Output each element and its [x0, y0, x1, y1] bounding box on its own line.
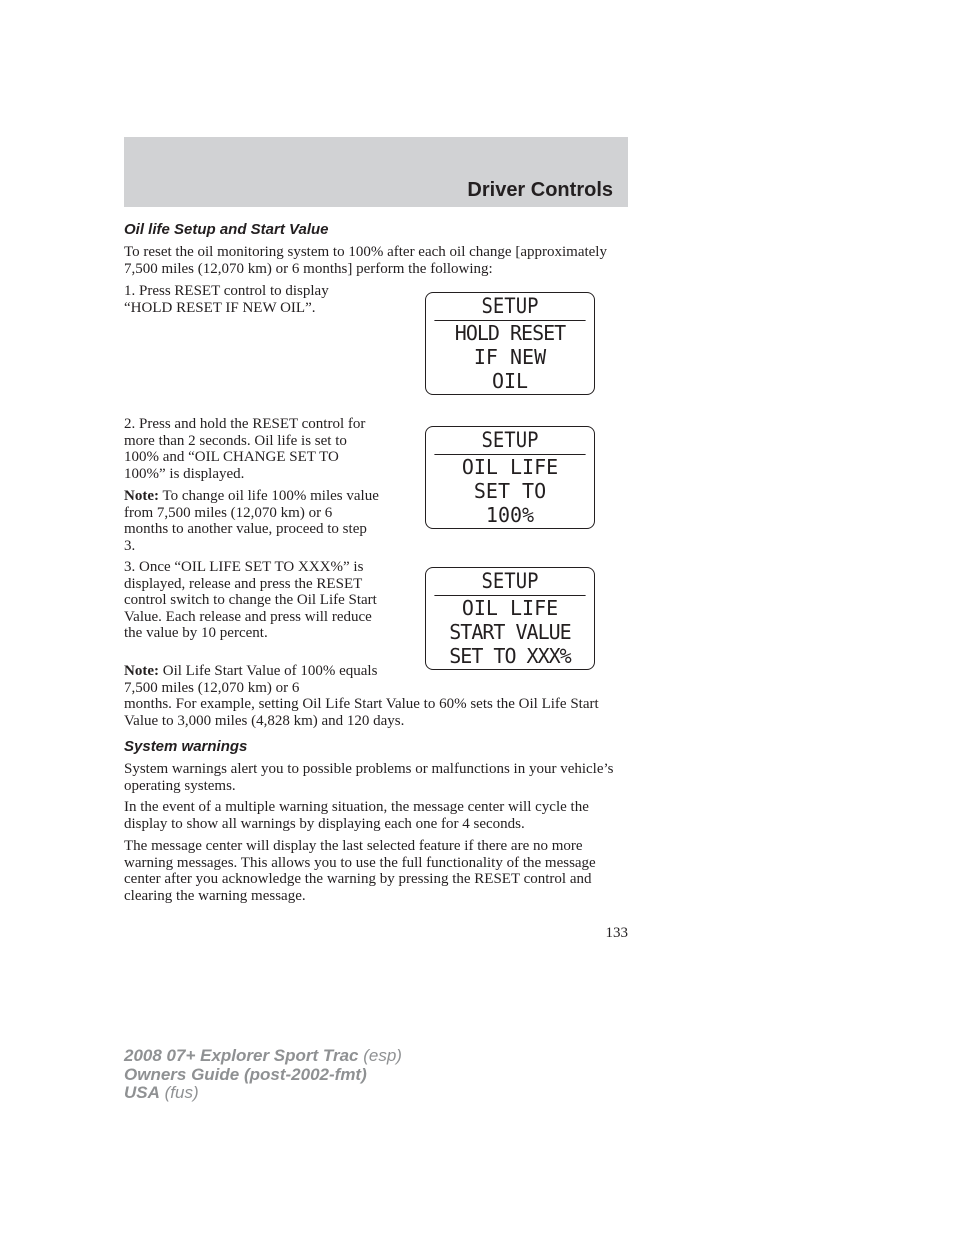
display-line: START VALUE: [449, 620, 571, 644]
note-2-label: Note:: [124, 663, 159, 679]
warnings-paragraph-1: System warnings alert you to possible problems or malfunctions in your vehicle’s operating systems.: [124, 761, 614, 794]
note-2-text: Oil Life Start Value of 100% equals 7,500 miles (12,070 km) or 6: [124, 663, 378, 696]
display-start-value: [425, 567, 595, 670]
display-hold-reset: [425, 292, 595, 395]
display-line: SET TO: [473, 479, 547, 503]
display-oil-life-100: [425, 426, 595, 529]
display-line: OIL LIFE: [461, 596, 559, 620]
footer-doc-id: [124, 1047, 402, 1103]
display-line: 100%: [485, 503, 535, 527]
display-line: OIL LIFE: [461, 455, 559, 479]
display-line: HOLD RESET: [454, 321, 566, 345]
warnings-paragraph-3: The message center will display the last selected feature if there are no more warning messages. This allows you to use the full functionality of the message center after you acknowledge the warning by pressing the RESET control and clearing the warning message.: [124, 838, 596, 904]
page-number: 133: [605, 925, 628, 941]
display-line: SET TO XXX%: [449, 644, 571, 668]
warnings-paragraph-2: In the event of a multiple warning situation, the message center will cycle the display to show all warnings by displaying each one for 4 seconds.: [124, 799, 589, 832]
note-2-continued: months. For example, setting Oil Life Start Value to 60% sets the Oil Life Start Value to 3,000 miles (4,828 km) and 120 days.: [124, 696, 599, 729]
footer-model-code: (esp): [358, 1046, 402, 1065]
header-band: [124, 137, 628, 207]
intro-paragraph: To reset the oil monitoring system to 100% after each oil change [approximately 7,500 miles (12,070 km) or 6 months] perform the following:: [124, 244, 607, 277]
note-2: [124, 663, 379, 696]
note-1-text: To change oil life 100% miles value from 7,500 miles (12,070 km) or 6 months to another value, proceed to step 3.: [124, 488, 379, 554]
heading-system-warnings: System warnings: [124, 738, 248, 755]
step-3: 3. Once “OIL LIFE SET TO XXX%” is displayed, release and press the RESET control switch to change the Oil Life Start Value. Each release and press will reduce the value by 10 percent.: [124, 559, 377, 642]
step-1: 1. Press RESET control to display “HOLD RESET IF NEW OIL”.: [124, 283, 329, 316]
heading-oil-life-setup: Oil life Setup and Start Value: [124, 221, 329, 238]
footer-model: 2008 07+ Explorer Sport Trac: [124, 1046, 359, 1065]
display-line: OIL: [491, 369, 529, 393]
section-title: Driver Controls: [467, 179, 613, 201]
note-1-label: Note:: [124, 488, 159, 504]
display-line: IF NEW: [473, 345, 547, 369]
note-1: [124, 488, 379, 554]
footer-market: USA: [124, 1083, 160, 1102]
display-header: SETUP: [434, 293, 585, 321]
step-2: 2. Press and hold the RESET control for more than 2 seconds. Oil life is set to 100% and “OIL CHANGE SET TO 100%” is displayed.: [124, 416, 366, 482]
display-header: SETUP: [434, 568, 585, 596]
footer-market-code: (fus): [159, 1083, 199, 1102]
display-header: SETUP: [434, 427, 585, 455]
footer-guide: Owners Guide (post-2002-fmt): [124, 1064, 367, 1084]
